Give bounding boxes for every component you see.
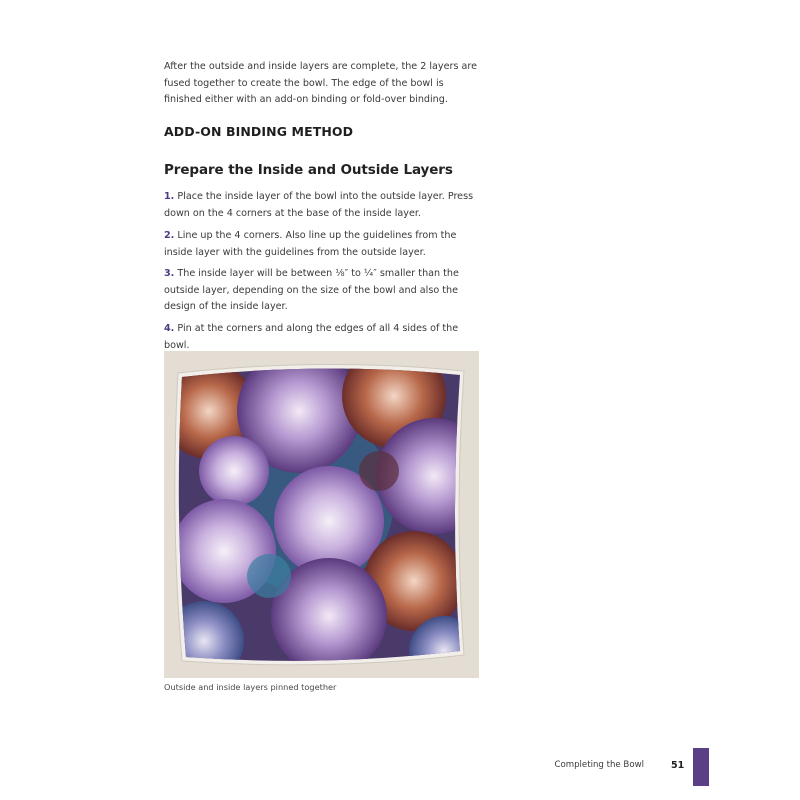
bowl-illustration [164,351,479,678]
chapter-tab [693,748,709,786]
step-number: 1. [164,191,175,202]
photo-caption: Outside and inside layers pinned together [164,682,337,692]
step-2 [164,228,484,261]
subheading: Prepare the Inside and Outside Layers [164,162,453,178]
step-text: The inside layer will be between ⅛″ to ¼″ smaller than the outside layer, depending on the size of the bowl and also the design of the inside layer. [164,268,459,312]
step-number: 2. [164,230,175,241]
step-3 [164,266,484,316]
page-number: 51 [671,760,685,771]
section-heading: ADD-ON BINDING METHOD [164,124,354,139]
step-4 [164,321,484,354]
step-text: Pin at the corners and along the edges of all 4 sides of the bowl. [164,323,459,351]
step-number: 3. [164,268,175,279]
step-text: Place the inside layer of the bowl into the outside layer. Press down on the 4 corners at the base of the inside layer. [164,191,474,219]
footer-chapter-title: Completing the Bowl [554,760,644,770]
intro-paragraph: After the outside and inside layers are complete, the 2 layers are fused together to create the bowl. The edge of the bowl is finished either with an add-on binding or fold-over binding. [164,61,478,105]
bowl-photo [164,351,479,678]
step-number: 4. [164,323,175,334]
step-1 [164,189,484,222]
step-text: Line up the 4 corners. Also line up the guidelines from the inside layer with the guidelines from the outside layer. [164,230,457,258]
